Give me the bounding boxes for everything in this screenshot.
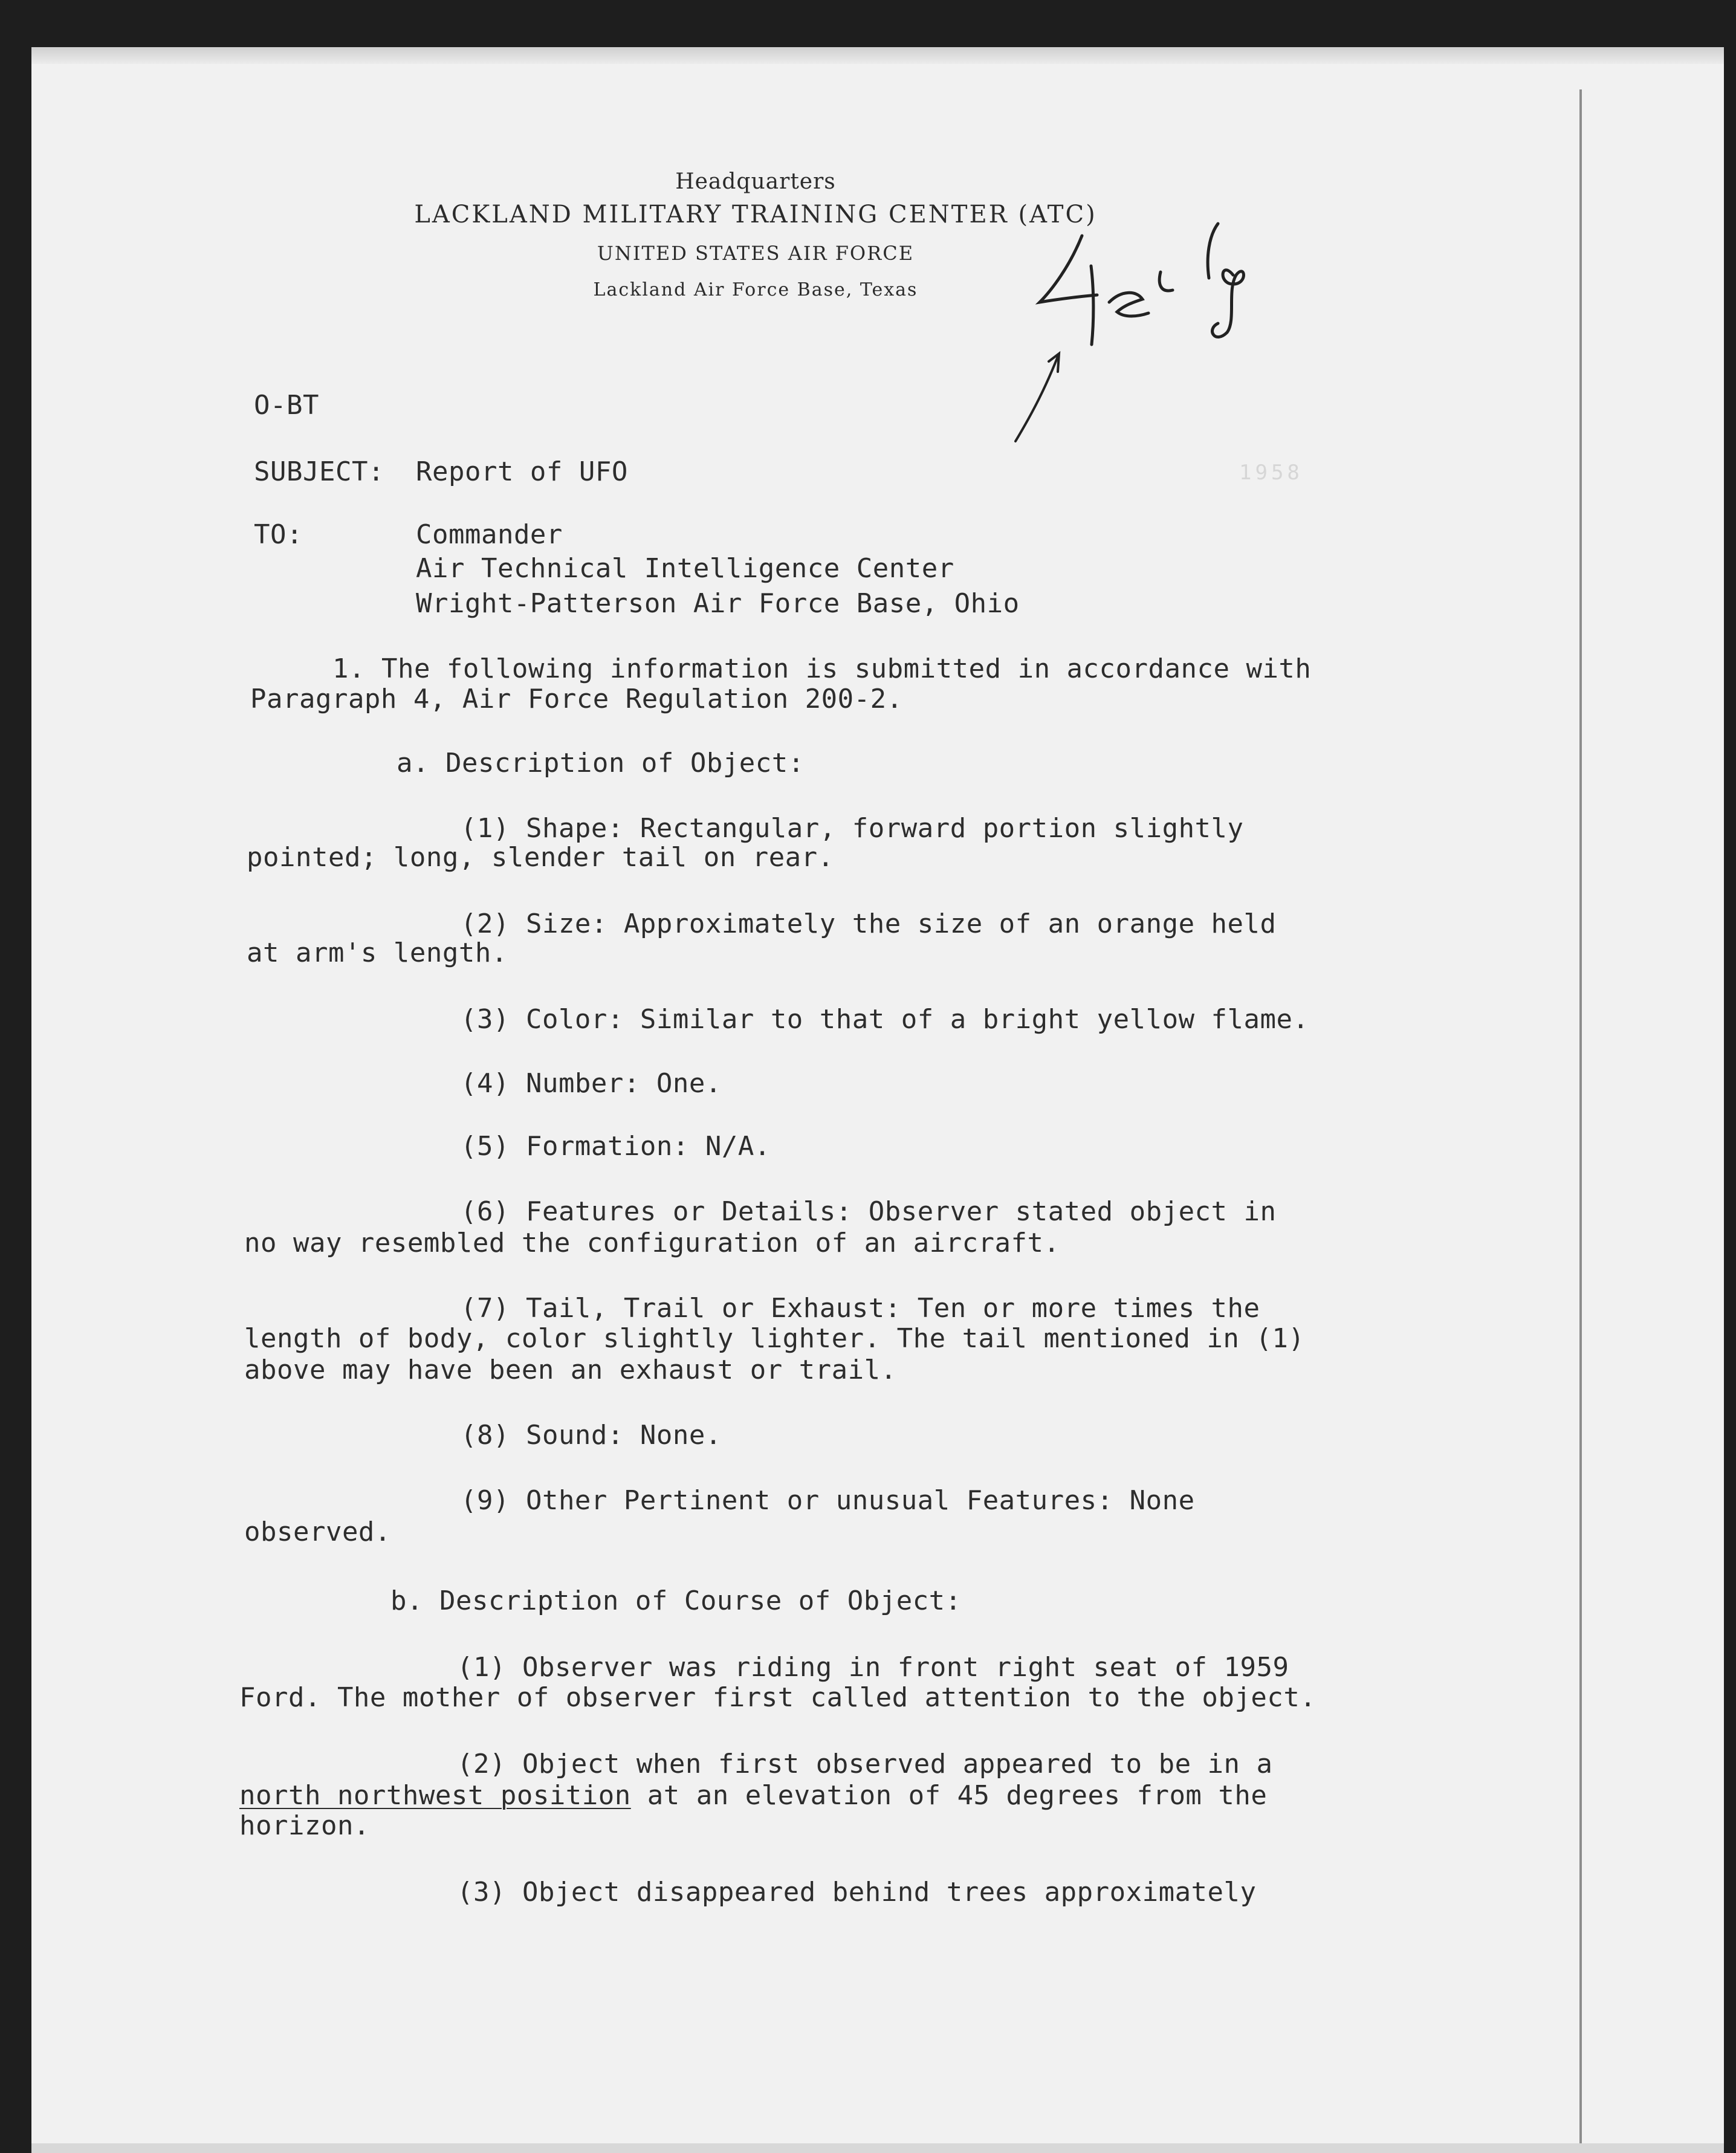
a4-lead: (4) Number: One.: [461, 1068, 722, 1099]
subject-label: SUBJECT:: [254, 456, 384, 487]
page-edge-line: [1579, 89, 1582, 2153]
b2-cont: [239, 1781, 1267, 1811]
b2-cont-rest: at an elevation of 45 degrees from the: [630, 1780, 1268, 1811]
a9-lead: (9) Other Pertinent or unusual Features: None: [461, 1485, 1195, 1516]
b2-underlined-phrase: north northwest position: [239, 1780, 631, 1811]
faint-date-stamp: 1958: [1239, 461, 1303, 485]
a7-cont: length of body, color slightly lighter. The tail mentioned in (1): [244, 1323, 1305, 1354]
a9-cont: observed.: [244, 1517, 391, 1547]
scan-edge: [31, 47, 1724, 64]
a8-lead: (8) Sound: None.: [461, 1420, 722, 1451]
section-b-heading: b. Description of Course of Object:: [390, 1585, 962, 1616]
a1-lead: (1) Shape: Rectangular, forward portion slightly: [461, 813, 1244, 844]
letterhead-line-1: Headquarters: [675, 169, 836, 194]
scan-bottom-edge: [31, 2143, 1724, 2153]
to-line-1: Commander: [416, 519, 563, 550]
a7-cont2: above may have been an exhaust or trail.: [244, 1355, 897, 1385]
a3-lead: (3) Color: Similar to that of a bright yellow flame.: [461, 1004, 1309, 1035]
letterhead-line-2: LACKLAND MILITARY TRAINING CENTER (ATC): [414, 201, 1097, 228]
b2-cont2: horizon.: [239, 1810, 370, 1841]
b1-lead: (1) Observer was riding in front right seat of 1959: [457, 1652, 1289, 1683]
letterhead-line-3: UNITED STATES AIR FORCE: [597, 242, 915, 265]
a6-lead: (6) Features or Details: Observer stated object in: [461, 1196, 1277, 1227]
b2-lead: (2) Object when first observed appeared to be in a: [457, 1749, 1273, 1779]
a2-cont: at arm's length.: [247, 937, 508, 968]
letterhead-line-4: Lackland Air Force Base, Texas: [593, 279, 918, 300]
b3-lead: (3) Object disappeared behind trees approximately: [457, 1877, 1257, 1908]
b1-cont: Ford. The mother of observer first called attention to the object.: [239, 1682, 1317, 1713]
subject-value: Report of UFO: [416, 456, 628, 487]
to-line-3: Wright-Patterson Air Force Base, Ohio: [416, 588, 1020, 619]
section-a-heading: a. Description of Object:: [397, 748, 805, 779]
a5-lead: (5) Formation: N/A.: [461, 1131, 771, 1162]
a7-lead: (7) Tail, Trail or Exhaust: Ten or more times the: [461, 1293, 1260, 1324]
a1-cont: pointed; long, slender tail on rear.: [247, 842, 834, 873]
to-label: TO:: [254, 519, 303, 550]
to-line-2: Air Technical Intelligence Center: [416, 553, 954, 584]
a6-cont: no way resembled the configuration of an aircraft.: [244, 1228, 1060, 1258]
para1-line-1: 1. The following information is submitted in accordance with: [332, 653, 1312, 684]
office-symbol: O-BT: [254, 390, 319, 421]
handwritten-annotation: [979, 199, 1294, 453]
para1-line-2: Paragraph 4, Air Force Regulation 200-2.: [250, 684, 903, 714]
a2-lead: (2) Size: Approximately the size of an orange held: [461, 908, 1277, 939]
